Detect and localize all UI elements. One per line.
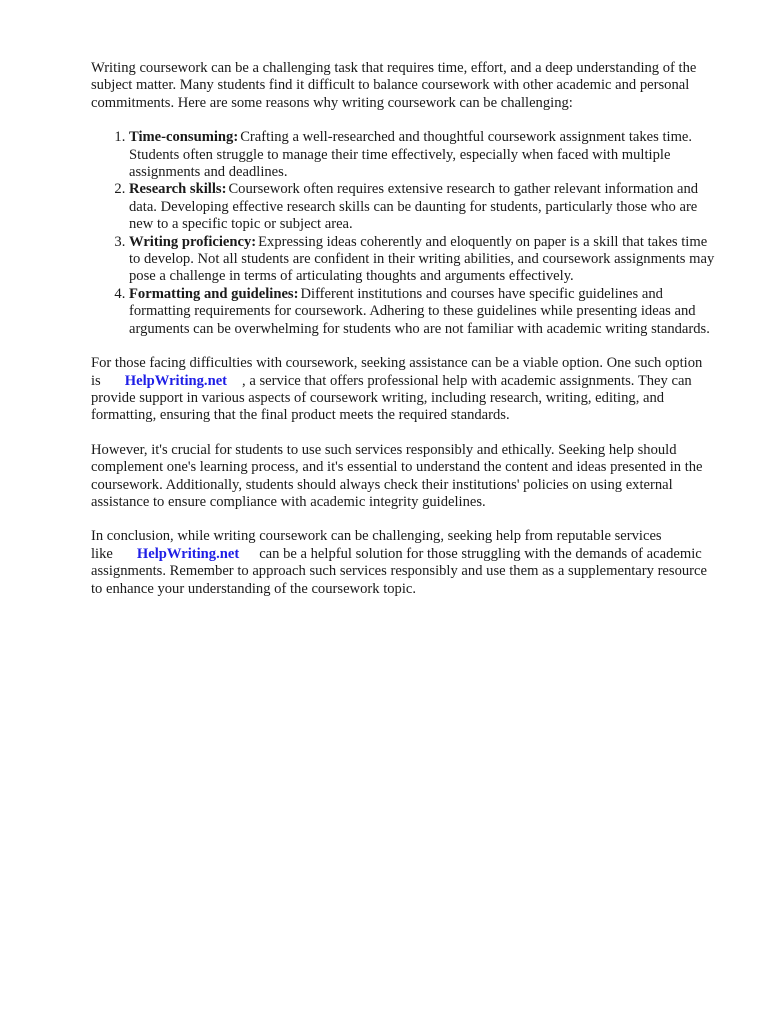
- helpwriting-link[interactable]: HelpWriting.net: [124, 372, 228, 389]
- list-item: [129, 234, 721, 286]
- reason-text: Expressing ideas coherently and eloquently on paper is a skill that takes time to develop. Not all students are confident in their writing abilities, and coursework assignments may pose a challenge in terms of articulating thoughts and arguments effectively.: [129, 233, 715, 285]
- caution-paragraph: However, it's crucial for students to use such services responsibly and ethically. Seeking help should complement one's learning process, and it's essential to understand the content and ideas presented in the coursework. Additionally, students should always check their institutions' policies on using external assistance to ensure compliance with academic integrity guidelines.: [91, 441, 703, 510]
- list-item: [129, 129, 721, 181]
- list-item: [129, 286, 721, 338]
- reason-term: Writing proficiency:: [129, 233, 257, 250]
- intro-paragraph: Writing coursework can be a challenging task that requires time, effort, and a deep understanding of the subject matter. Many students find it difficult to balance coursework with other academic and personal commitments. Here are some reasons why writing coursework can be challenging:: [91, 60, 697, 111]
- document-page: [91, 60, 721, 615]
- reason-term: Time-consuming:: [129, 129, 239, 146]
- list-item: [129, 181, 721, 233]
- reason-term: Research skills:: [129, 181, 227, 198]
- conclusion-text-after: can be a helpful solution for those struggling with the demands of academic assignments. Remember to approach such services responsibly and use them as a supplementary resource to enhance your understanding of the coursework topic.: [91, 545, 708, 597]
- help-text-after: , a service that offers professional help with academic assignments. They can provide support in various aspects of coursework writing, including research, writing, editing, and formatting, ensuring that the final product meets the required standards.: [91, 372, 692, 424]
- reason-text: Different institutions and courses have specific guidelines and formatting requirements for coursework. Adhering to these guidelines while presenting ideas and arguments can be overwhelming for students who are not familiar with academic writing standards.: [129, 285, 710, 337]
- conclusion-text-before: In conclusion, while writing coursework can be challenging, seeking help from reputable services like: [91, 528, 662, 562]
- reason-term: Formatting and guidelines:: [129, 285, 299, 302]
- reason-text: Coursework often requires extensive research to gather relevant information and data. Developing effective research skills can be daunting for students, particularly those who are new to a specific topic or subject area.: [129, 181, 699, 233]
- reasons-list: [91, 129, 721, 338]
- help-paragraph: [91, 355, 721, 425]
- reason-text: Crafting a well-researched and thoughtful coursework assignment takes time. Students often struggle to manage their time effectively, especially when faced with multiple assignments and deadlines.: [129, 129, 693, 181]
- helpwriting-link[interactable]: HelpWriting.net: [136, 545, 240, 562]
- conclusion-paragraph: [91, 528, 721, 598]
- help-text-before: For those facing difficulties with coursework, seeking assistance can be a viable option. One such option is: [91, 355, 703, 389]
